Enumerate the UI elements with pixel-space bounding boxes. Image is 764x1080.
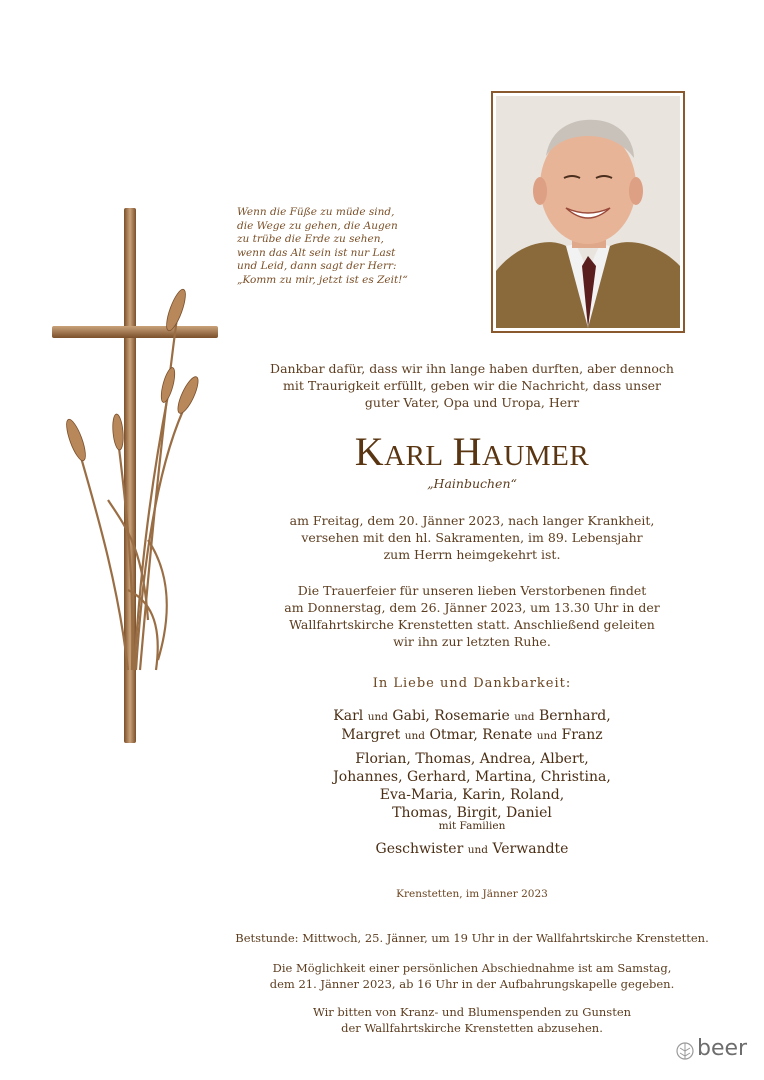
- intro-line: Dankbar dafür, dass wir ihn lange haben durften, aber dennoch: [270, 361, 674, 376]
- funeral-line: am Donnerstag, dem 26. Jänner 2023, um 13.30 Uhr in der: [284, 600, 660, 615]
- quote-line: zu trübe die Erde zu sehen,: [237, 233, 384, 246]
- death-notice-line: versehen mit den hl. Sakramenten, im 89. Lebensjahr: [301, 530, 643, 545]
- intro-line: mit Traurigkeit erfüllt, geben wir die Nachricht, dass unser: [282, 378, 662, 393]
- quote-line: und Leid, dann sagt der Herr:: [237, 260, 397, 273]
- grandchildren-list: [222, 750, 722, 822]
- grandchildren-line: Johannes, Gerhard, Martina, Christina,: [333, 769, 611, 785]
- siblings-line: [222, 840, 722, 859]
- quote-line: Wenn die Füße zu müde sind,: [237, 206, 395, 218]
- grandchildren-line: Thomas, Birgit, Daniel: [392, 805, 552, 821]
- mourners-heading: In Liebe und Dankbarkeit:: [372, 676, 572, 691]
- quote-line: die Wege zu gehen, die Augen: [237, 219, 398, 232]
- portrait-photo-frame: [491, 91, 685, 333]
- farewell-line: dem 21. Jänner 2023, ab 16 Uhr in der Aufbahrungskapelle gegeben.: [269, 976, 675, 991]
- and-word: und: [536, 730, 558, 742]
- quote-line: wenn das Alt sein ist nur Last: [237, 246, 396, 259]
- child-name: Bernhard,: [538, 708, 611, 724]
- child-name: Margret: [341, 727, 401, 743]
- intro-text: [222, 360, 722, 411]
- child-name: Gabi, Rosemarie: [392, 708, 510, 724]
- death-notice-line: zum Herrn heimgekehrt ist.: [383, 547, 561, 562]
- children-list: [222, 707, 722, 745]
- last-name-initial: H: [452, 429, 483, 474]
- child-name: Franz: [561, 727, 603, 743]
- place-date: Krenstetten, im Jänner 2023: [396, 888, 548, 900]
- funeral-line: Die Trauerfeier für unseren lieben Verstorbenen findet: [297, 583, 647, 598]
- deceased-name: [222, 429, 722, 476]
- and-word: und: [467, 844, 488, 856]
- and-word: und: [367, 711, 388, 723]
- poem-quote: [237, 206, 437, 288]
- with-families-label: mit Familien: [438, 820, 506, 832]
- first-name-rest: ARL: [384, 440, 444, 472]
- and-word: und: [404, 730, 425, 742]
- portrait-photo: [496, 96, 680, 328]
- leaf-icon: [675, 1039, 695, 1063]
- child-name: Otmar, Renate: [429, 727, 533, 743]
- farewell-line: Die Möglichkeit einer persönlichen Abschiednahme ist am Samstag,: [272, 961, 672, 975]
- donation-line: Wir bitten von Kranz- und Blumenspenden zu Gunsten: [312, 1005, 632, 1019]
- logo-text: beer: [697, 1036, 748, 1061]
- and-word: und: [514, 711, 535, 723]
- nickname: „Hainbuchen“: [427, 476, 517, 491]
- child-name: Karl: [333, 708, 364, 724]
- funeral-info: [222, 582, 722, 650]
- beer-logo: [675, 1035, 755, 1065]
- cross-with-wheat-image: [48, 200, 223, 750]
- intro-line: guter Vater, Opa und Uropa, Herr: [364, 395, 580, 410]
- funeral-line: Wallfahrtskirche Krenstetten statt. Anschließend geleiten: [289, 617, 655, 632]
- donation-request: [222, 1005, 722, 1036]
- relatives-label: Verwandte: [492, 841, 569, 857]
- last-name-rest: AUMER: [482, 440, 590, 472]
- donation-line: der Wallfahrtskirche Krenstetten abzusehen.: [341, 1020, 603, 1035]
- siblings-label: Geschwister: [375, 841, 464, 857]
- prayer-hour: Betstunde: Mittwoch, 25. Jänner, um 19 Uhr in der Wallfahrtskirche Krenstetten.: [235, 931, 709, 945]
- quote-line: „Komm zu mir, jetzt ist es Zeit!“: [237, 273, 408, 286]
- funeral-line: wir ihn zur letzten Ruhe.: [393, 634, 551, 649]
- death-notice: [222, 512, 722, 563]
- first-name-initial: K: [354, 429, 385, 474]
- grandchildren-line: Florian, Thomas, Andrea, Albert,: [355, 751, 589, 767]
- grandchildren-line: Eva-Maria, Karin, Roland,: [379, 787, 565, 803]
- farewell-info: [222, 961, 722, 992]
- death-notice-line: am Freitag, dem 20. Jänner 2023, nach langer Krankheit,: [289, 513, 655, 528]
